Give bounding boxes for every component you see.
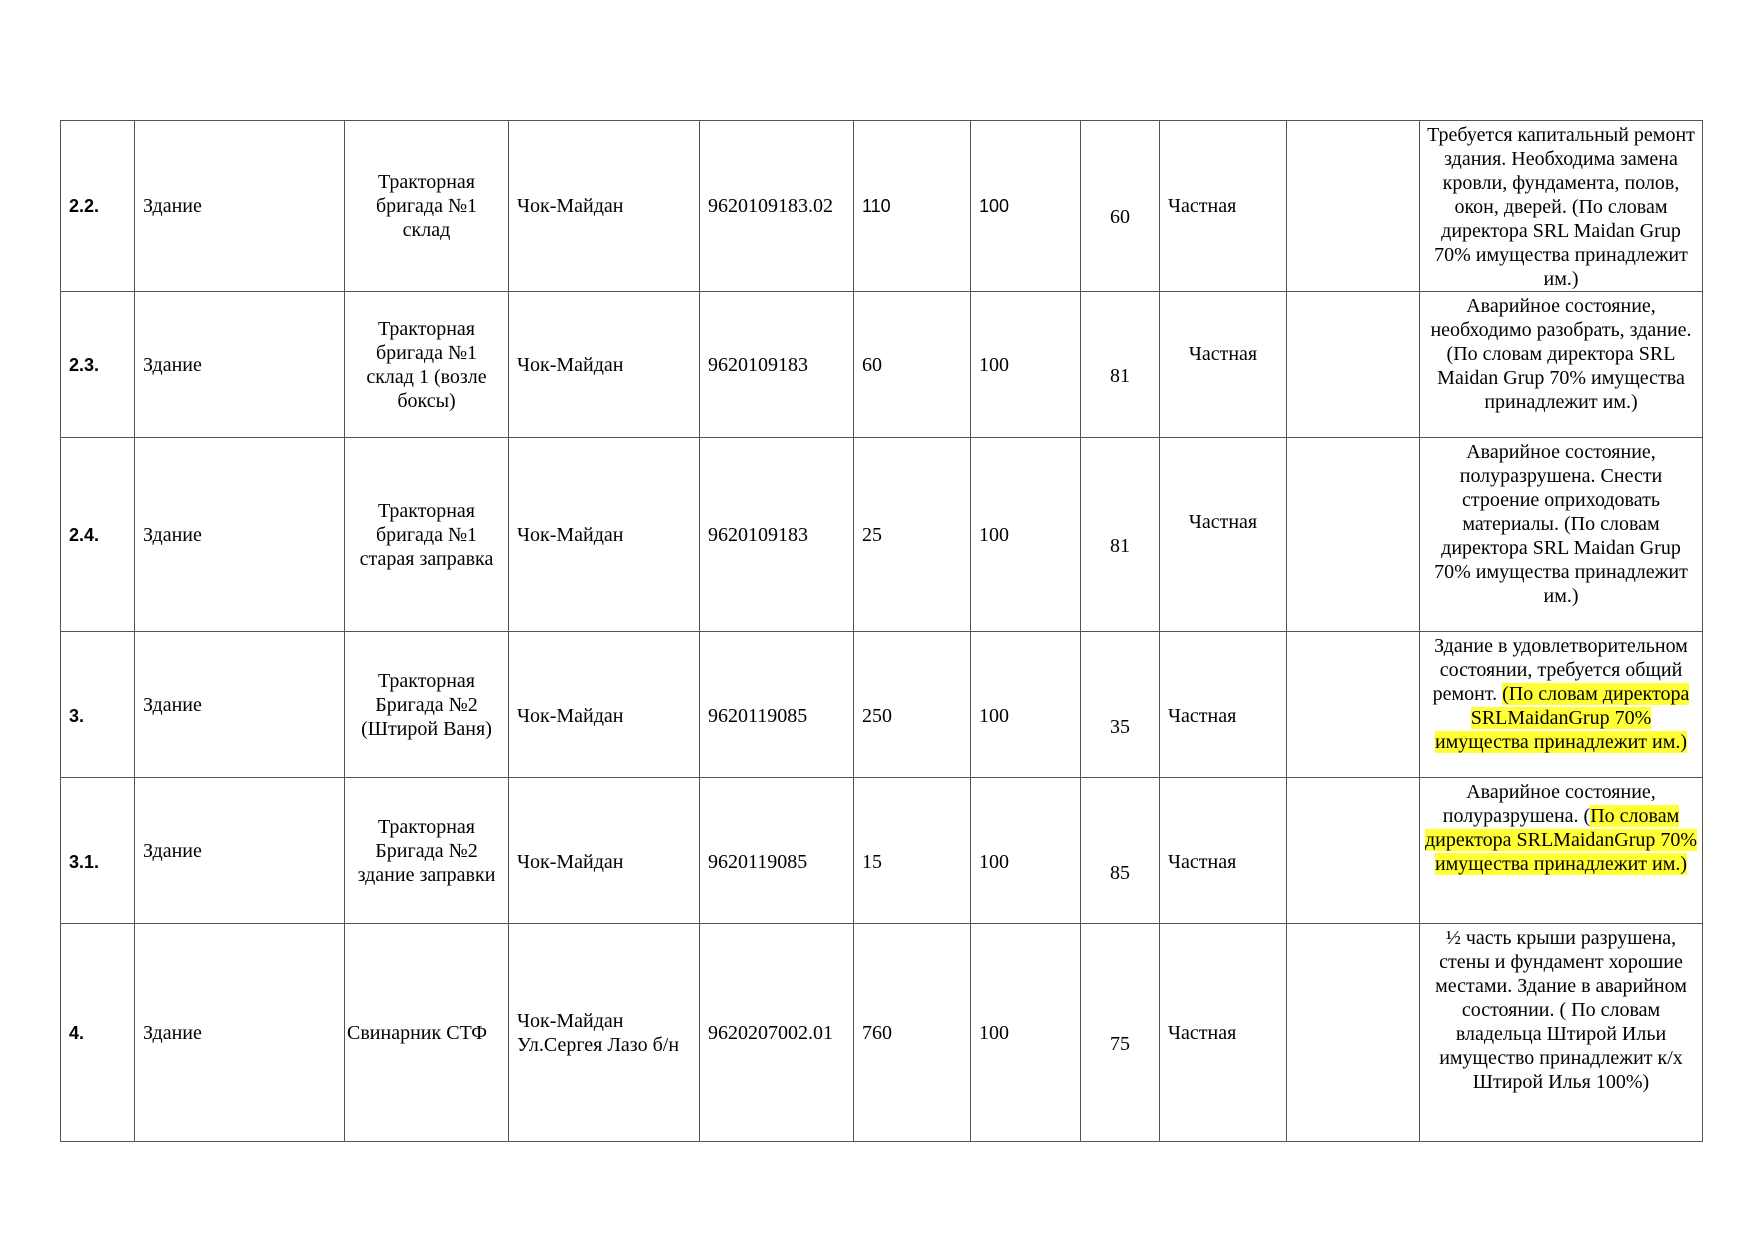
ownership: Частная bbox=[1160, 632, 1287, 778]
table-row bbox=[61, 292, 1703, 438]
extra bbox=[1287, 121, 1420, 292]
object-name: Тракторная Бригада №2 здание заправки bbox=[345, 778, 509, 924]
note-text: Аварийное состояние, необходимо разобрать, здание. (По словам директора SRL Maidan Grup 70% имущества принадлежит им.) bbox=[1430, 295, 1692, 413]
location: Чок-Майдан bbox=[509, 438, 700, 632]
table-row bbox=[61, 632, 1703, 778]
location: Чок-Майдан bbox=[509, 632, 700, 778]
note bbox=[1420, 632, 1703, 778]
table-row bbox=[61, 924, 1703, 1142]
wear-percent: 81 bbox=[1081, 438, 1160, 632]
area: 25 bbox=[854, 438, 971, 632]
object-name: Тракторная бригада №1 старая заправка bbox=[345, 438, 509, 632]
share: 100 bbox=[971, 924, 1081, 1142]
wear-percent: 85 bbox=[1081, 778, 1160, 924]
cadastral-number: 9620109183 bbox=[700, 438, 854, 632]
note-text: Аварийное состояние, полуразрушена. Снести строение оприходовать материалы. (По словам директора SRL Maidan Grup 70% имущества принадлежит им.) bbox=[1434, 441, 1688, 607]
area: 760 bbox=[854, 924, 971, 1142]
note-text: Здание в удовлетворительном состоянии, требуется общий ремонт. bbox=[1432, 635, 1688, 705]
object-name: Тракторная бригада №1 склад 1 (возле боксы) bbox=[345, 292, 509, 438]
area: 110 bbox=[854, 121, 971, 292]
location: Чок-Майдан bbox=[509, 778, 700, 924]
extra bbox=[1287, 924, 1420, 1142]
area: 15 bbox=[854, 778, 971, 924]
object-type: Здание bbox=[135, 121, 345, 292]
ownership: Частная bbox=[1160, 778, 1287, 924]
property-table bbox=[60, 120, 1703, 1142]
note-text: Аварийное состояние, полуразрушена. ( bbox=[1442, 781, 1656, 827]
object-type: Здание bbox=[135, 438, 345, 632]
wear-percent: 60 bbox=[1081, 121, 1160, 292]
note bbox=[1420, 778, 1703, 924]
ownership: Частная bbox=[1160, 438, 1287, 632]
note bbox=[1420, 438, 1703, 632]
share: 100 bbox=[971, 292, 1081, 438]
object-type: Здание bbox=[135, 778, 345, 924]
table-row bbox=[61, 121, 1703, 292]
location: Чок-Майдан bbox=[509, 292, 700, 438]
object-name: Свинарник СТФ bbox=[345, 924, 509, 1142]
row-number: 2.4. bbox=[61, 438, 135, 632]
share: 100 bbox=[971, 121, 1081, 292]
cadastral-number: 9620109183.02 bbox=[700, 121, 854, 292]
location: Чок-Майдан Ул.Сергея Лазо б/н bbox=[509, 924, 700, 1142]
area: 60 bbox=[854, 292, 971, 438]
ownership: Частная bbox=[1160, 121, 1287, 292]
area: 250 bbox=[854, 632, 971, 778]
extra bbox=[1287, 778, 1420, 924]
cadastral-number: 9620119085 bbox=[700, 632, 854, 778]
wear-percent: 35 bbox=[1081, 632, 1160, 778]
table-row bbox=[61, 778, 1703, 924]
ownership: Частная bbox=[1160, 292, 1287, 438]
share: 100 bbox=[971, 632, 1081, 778]
table-row bbox=[61, 438, 1703, 632]
object-type: Здание bbox=[135, 632, 345, 778]
share: 100 bbox=[971, 438, 1081, 632]
note bbox=[1420, 121, 1703, 292]
object-name: Тракторная бригада №1 склад bbox=[345, 121, 509, 292]
ownership: Частная bbox=[1160, 924, 1287, 1142]
cadastral-number: 9620119085 bbox=[700, 778, 854, 924]
extra bbox=[1287, 292, 1420, 438]
wear-percent: 81 bbox=[1081, 292, 1160, 438]
note bbox=[1420, 292, 1703, 438]
note-text: ½ часть крыши разрушена, стены и фундамент хорошие местами. Здание в аварийном состоянии. ( По словам владельца Штирой Ильи имущество принадлежит к/х Штирой Илья 100%) bbox=[1435, 927, 1687, 1093]
row-number: 3.1. bbox=[61, 778, 135, 924]
extra bbox=[1287, 438, 1420, 632]
row-number: 2.3. bbox=[61, 292, 135, 438]
location: Чок-Майдан bbox=[509, 121, 700, 292]
extra bbox=[1287, 632, 1420, 778]
cadastral-number: 9620109183 bbox=[700, 292, 854, 438]
share: 100 bbox=[971, 778, 1081, 924]
note bbox=[1420, 924, 1703, 1142]
object-name: Тракторная Бригада №2 (Штирой Ваня) bbox=[345, 632, 509, 778]
wear-percent: 75 bbox=[1081, 924, 1160, 1142]
note-text: Требуется капитальный ремонт здания. Необходима замена кровли, фундамента, полов, окон, дверей. (По словам директора SRL Maidan Grup 70% имущества принадлежит им.) bbox=[1427, 124, 1695, 290]
cadastral-number: 9620207002.01 bbox=[700, 924, 854, 1142]
row-number: 4. bbox=[61, 924, 135, 1142]
object-type: Здание bbox=[135, 292, 345, 438]
note-highlight: По словам директора SRLMaidanGrup 70% имущества принадлежит им.) bbox=[1424, 805, 1698, 875]
row-number: 3. bbox=[61, 632, 135, 778]
note-highlight: (По словам директора SRLMaidanGrup 70% имущества принадлежит им.) bbox=[1434, 683, 1690, 753]
row-number: 2.2. bbox=[61, 121, 135, 292]
object-type: Здание bbox=[135, 924, 345, 1142]
